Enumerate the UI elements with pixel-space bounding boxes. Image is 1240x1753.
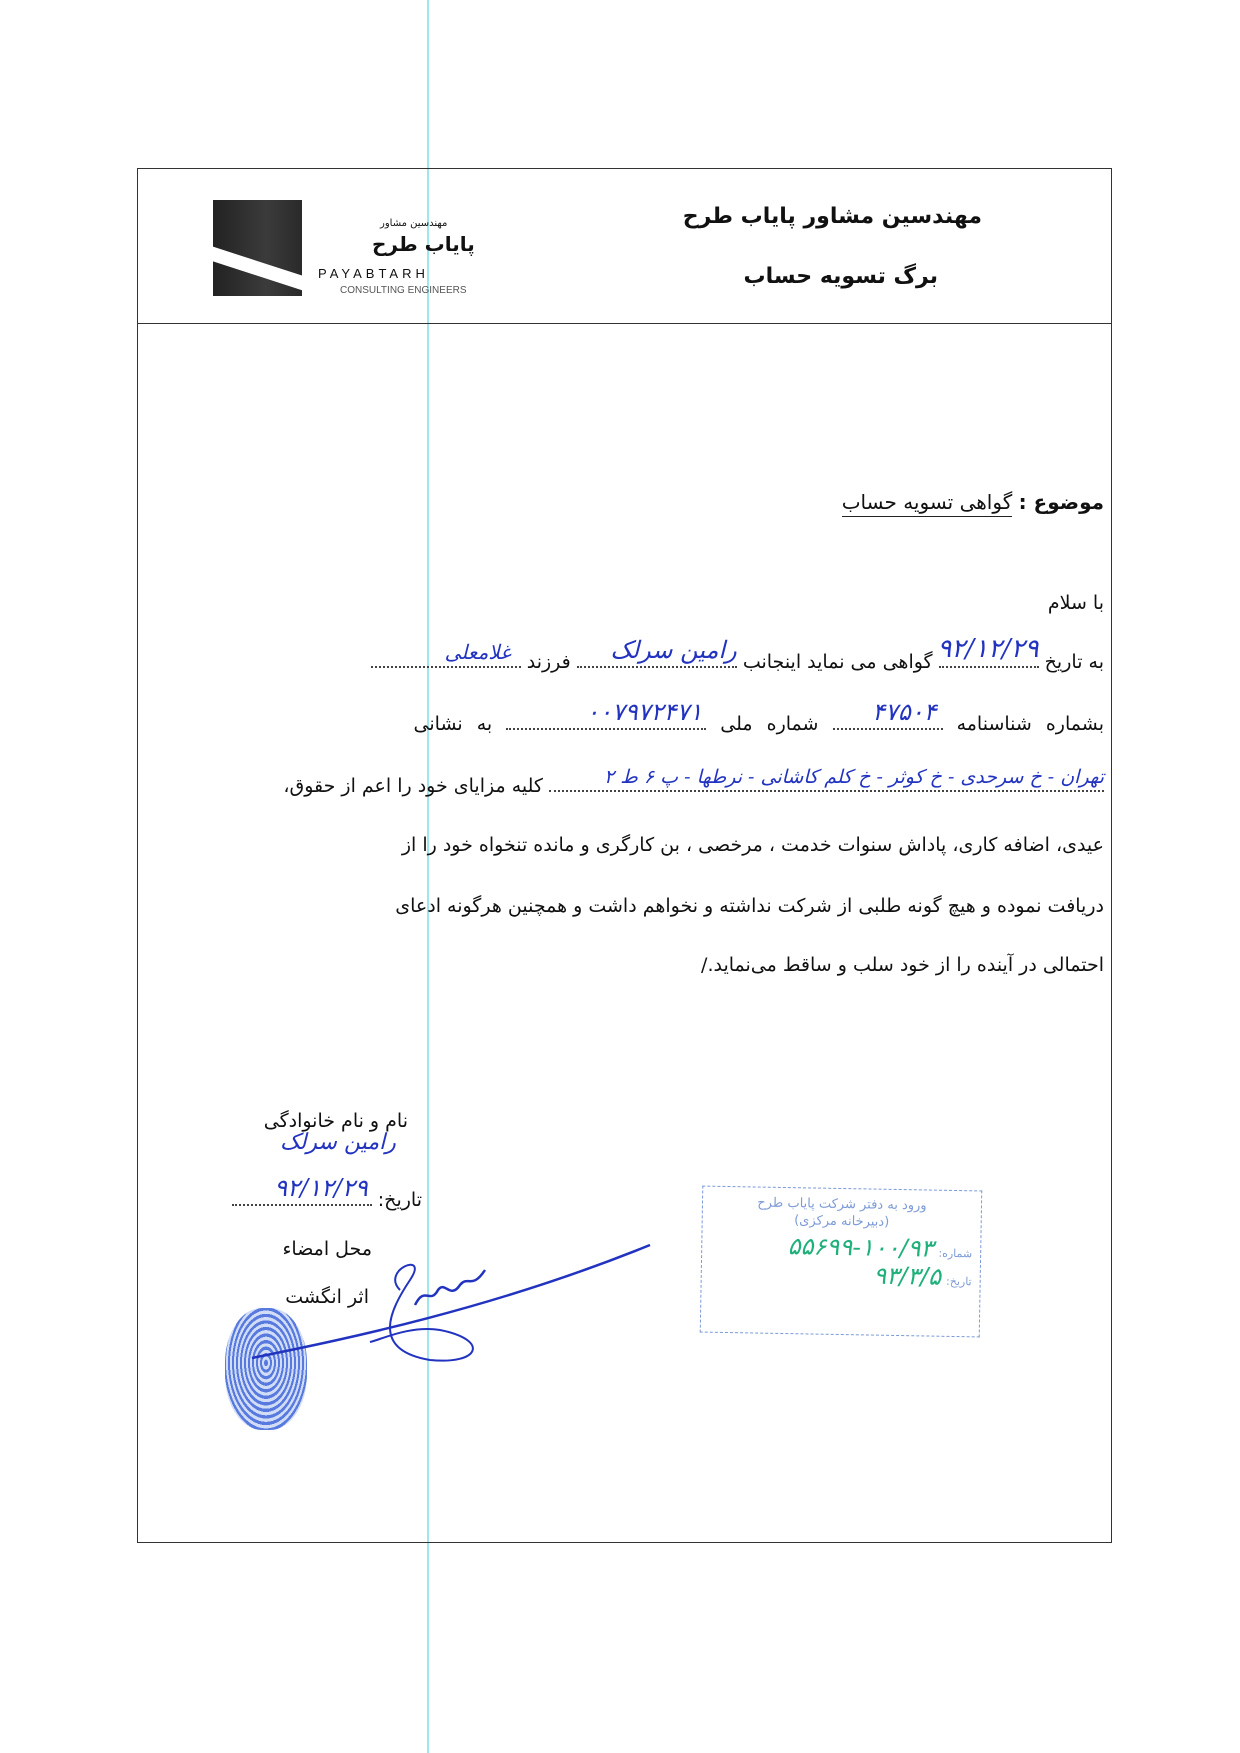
signature-place-label: محل امضاء [282, 1238, 372, 1260]
signature-image [240, 1230, 670, 1380]
handwritten-sign-name: رامین سرلک [280, 1130, 396, 1155]
body-line-5: دریافت نموده و هیچ گونه طلبی از شرکت نداشته و نخواهم داشت و همچنین هرگونه ادعای [395, 895, 1104, 917]
company-logo-mark [213, 200, 302, 296]
handwritten-id-number: ۴۷۵۰۴ [872, 698, 937, 726]
body-line-1: به تاریخ ۹۲/۱۲/۲۹ گواهی می نماید اینجانب رامین سرلک فرزند غلامعلی [371, 648, 1104, 673]
form-title: برگ تسویه حساب [743, 264, 938, 289]
header-divider [137, 323, 1112, 324]
fingerprint-label: اثر انگشت [285, 1286, 369, 1308]
body-line-6: احتمالی در آینده را از خود سلب و ساقط می‌نماید./ [701, 954, 1104, 976]
handwritten-sign-date: ۹۲/۱۲/۲۹ [274, 1174, 368, 1202]
handwritten-national-id: ۰۰۷۹۷۲۴۷۱ [586, 698, 703, 726]
stamp-line1: ورود به دفتر شرکت پایاب طرح [757, 1195, 927, 1214]
greeting: با سلام [1047, 592, 1104, 614]
handwritten-name: رامین سرلک [610, 636, 737, 664]
logo-fa-name: پایاب طرح [372, 232, 475, 256]
stamp-date: ۹۳/۳/۵ [873, 1261, 942, 1291]
handwritten-address: تهران - خ سرحدی - خ کوثر - خ کلم کاشانی - نرطها - پ ۶ ط ۲ [604, 766, 1104, 788]
company-title: مهندسین مشاور پایاب طرح [682, 204, 982, 229]
stamp-line2: (دبیرخانه مرکزی) [794, 1213, 890, 1230]
handwritten-date: ۹۲/۱۲/۲۹ [937, 634, 1039, 664]
date-field [937, 634, 1039, 668]
name-field [577, 636, 737, 668]
subject-value: گواهی تسویه حساب [842, 490, 1013, 517]
subject-line [842, 490, 1104, 514]
receipt-stamp: ورود به دفتر شرکت پایاب طرح (دبیرخانه مرکزی) شماره: ۱۰۰/۹۳-۵۵۶۹۹ تاریخ: ۹۳/۳/۵ [700, 1186, 983, 1338]
body-line-3: تهران - خ سرحدی - خ کوثر - خ کلم کاشانی - نرطها - پ ۶ ط ۲ کلیه مزایای خود را اعم از حقوق، [283, 766, 1104, 797]
logo-en-name: PAYABTARH [318, 266, 429, 281]
date-label: تاریخ: [377, 1189, 422, 1211]
sign-date-line [232, 1174, 422, 1211]
id-number-field [833, 698, 943, 730]
logo-en-sub: CONSULTING ENGINEERS [340, 285, 467, 296]
name-label: نام و نام خانوادگی [263, 1110, 408, 1132]
subject-label: موضوع : [1018, 490, 1104, 514]
body-line-4: عیدی، اضافه کاری، پاداش سنوات خدمت ، مرخصی ، بن کارگری و مانده تنخواه خود را از [401, 834, 1104, 856]
body-line-2: بشماره شناسنامه ۴۷۵۰۴ شماره ملی ۰۰۷۹۷۲۴۷۱ به نشانی [413, 698, 1104, 735]
handwritten-father: غلامعلی [444, 640, 511, 664]
father-name-field [371, 640, 521, 668]
stamp-number: ۱۰۰/۹۳-۵۵۶۹۹ [787, 1232, 934, 1263]
logo-fa-small: مهندسین مشاور [380, 218, 448, 229]
national-id-field [506, 698, 706, 730]
